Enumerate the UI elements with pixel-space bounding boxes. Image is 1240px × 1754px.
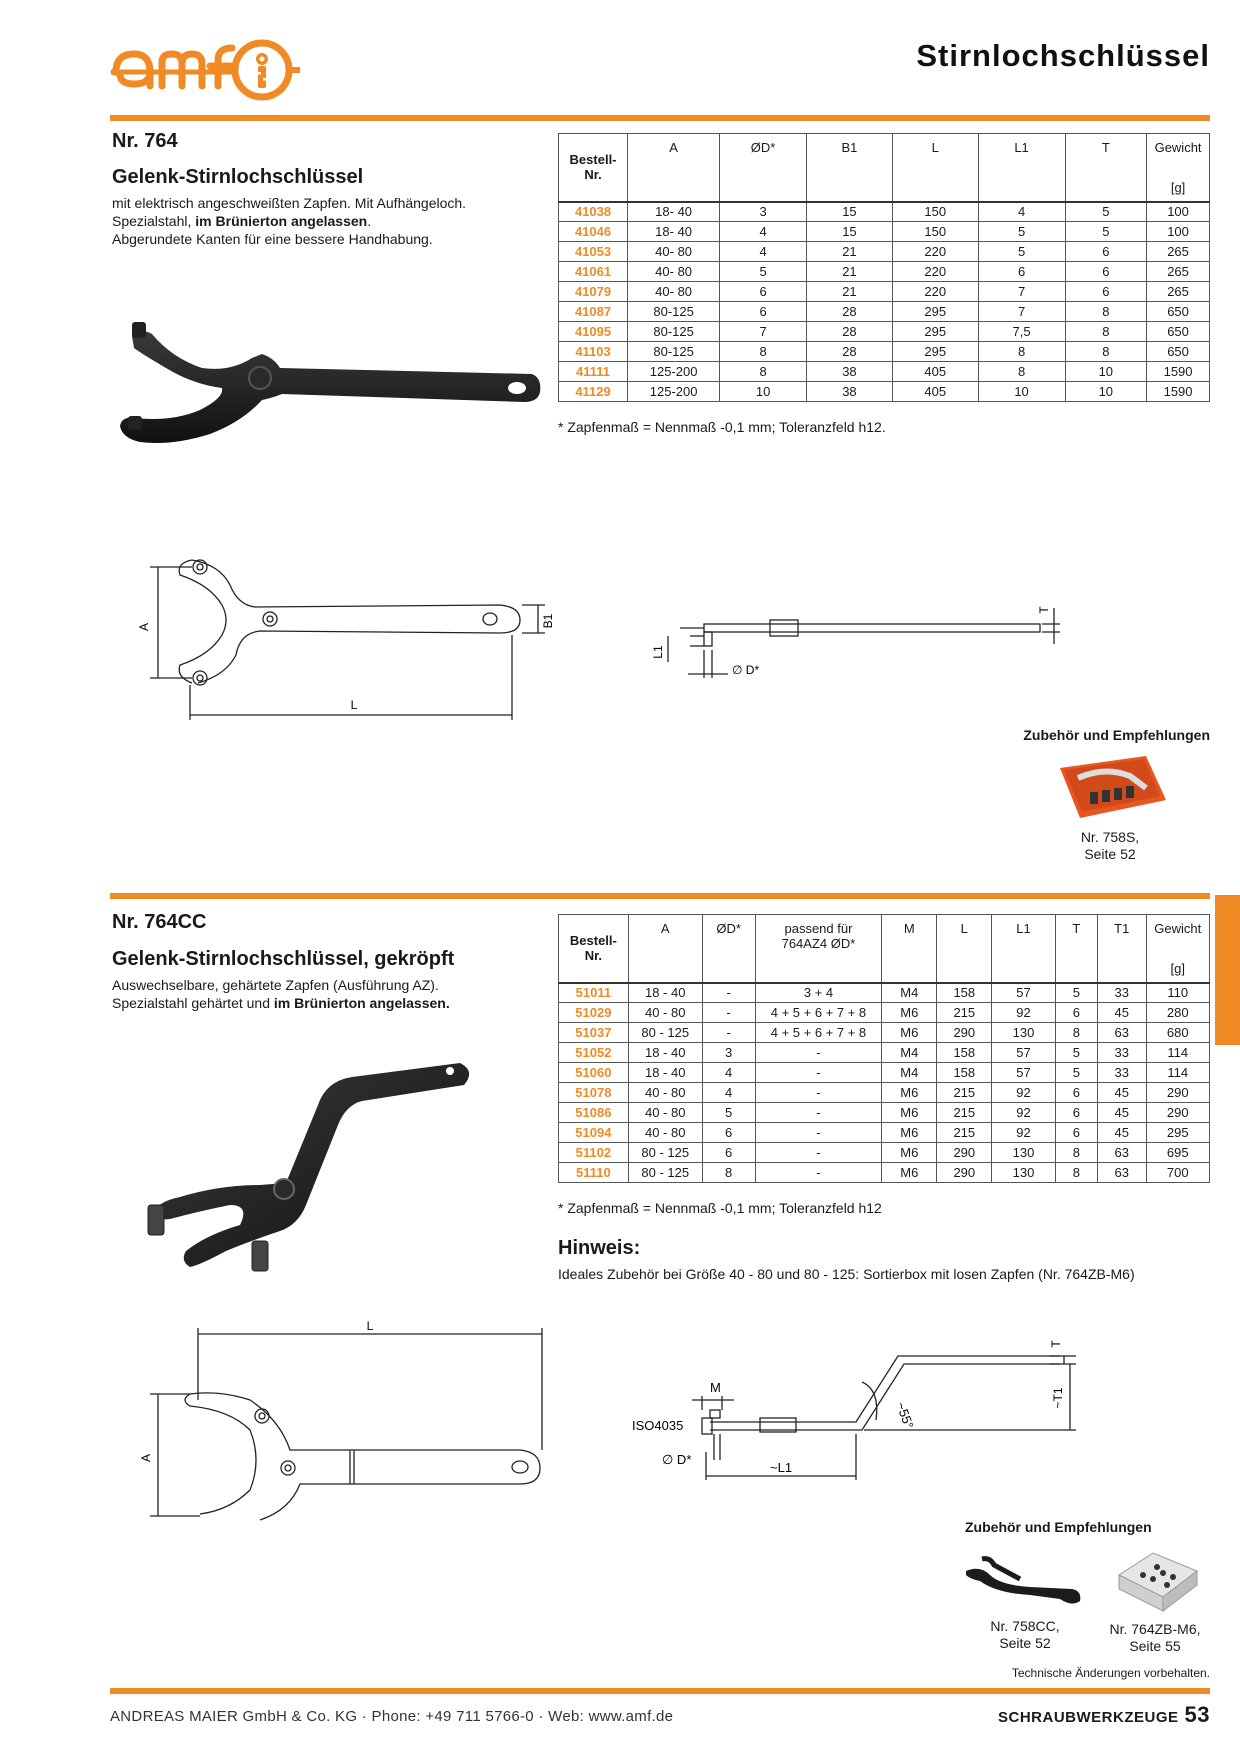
table-row (559, 342, 1210, 362)
table-cell: 7 (978, 302, 1065, 322)
table-row (559, 202, 1210, 222)
product2-accessory2-image (1113, 1545, 1203, 1615)
table-cell: 680 (1146, 1023, 1209, 1043)
table-cell: 100 (1147, 222, 1210, 242)
table-cell: 220 (892, 242, 978, 262)
table-cell: 158 (937, 1043, 992, 1063)
product2-accessory2-caption: Nr. 764ZB-M6, Seite 55 (1109, 1621, 1201, 1654)
table-cell: - (702, 1023, 755, 1043)
product1-description: mit elektrisch angeschweißten Zapfen. Mit Aufhängeloch. Spezialstahl, im Brünierton angelassen. Abgerundete Kanten für eine bessere Handhabung. (112, 195, 467, 247)
table-cell: 28 (807, 322, 893, 342)
table-cell: M6 (882, 1103, 937, 1123)
table-cell: 8 (720, 342, 807, 362)
table-cell: 295 (1146, 1123, 1209, 1143)
article-number: 41079 (559, 282, 628, 302)
table-cell: 158 (937, 1063, 992, 1083)
table-cell: - (702, 1003, 755, 1023)
product1-accessories-title: Zubehör und Empfehlungen (1023, 727, 1210, 743)
table-row (559, 1043, 1210, 1063)
table-cell: 4 (720, 222, 807, 242)
article-number: 41103 (559, 342, 628, 362)
table-cell: 21 (807, 242, 893, 262)
dim2-t: T (1049, 1340, 1063, 1348)
table-row (559, 1163, 1210, 1183)
table-cell: 92 (992, 1123, 1055, 1143)
table-row (559, 1063, 1210, 1083)
table-cell: 92 (992, 1003, 1055, 1023)
side-tab (1215, 895, 1240, 1045)
table-cell: 220 (892, 282, 978, 302)
table-cell: - (755, 1063, 882, 1083)
table-cell: 6 (720, 282, 807, 302)
product1-header-row (559, 134, 1210, 202)
table-cell: 10 (720, 382, 807, 402)
table-cell: 57 (992, 1043, 1055, 1063)
table-cell: 45 (1097, 1103, 1146, 1123)
table-cell: 40 - 80 (628, 1083, 702, 1103)
product2-accessory1-caption: Nr. 758CC, Seite 52 (990, 1618, 1060, 1651)
dim2-d: ∅ D* (662, 1452, 692, 1467)
table-cell: 40 - 80 (628, 1103, 702, 1123)
table-cell: 5 (702, 1103, 755, 1123)
product2-table (558, 914, 1210, 1183)
table-cell: 40 - 80 (628, 1003, 702, 1023)
section-rule (110, 893, 1210, 899)
table-cell: 18 - 40 (628, 983, 702, 1003)
article-number: 41046 (559, 222, 628, 242)
hint-text: Ideales Zubehör bei Größe 40 - 80 und 80 - 125: Sortierbox mit losen Zapfen (Nr. 764ZB-M6) (558, 1266, 1135, 1282)
table-cell: 650 (1147, 302, 1210, 322)
table-cell: 18- 40 (628, 202, 720, 222)
table-row (559, 1103, 1210, 1123)
table-cell: 63 (1097, 1163, 1146, 1183)
table-cell: 5 (1055, 1063, 1097, 1083)
table-cell: 7 (720, 322, 807, 342)
table-cell: 38 (807, 382, 893, 402)
table-cell: 265 (1147, 262, 1210, 282)
article-number: 41087 (559, 302, 628, 322)
table-cell: M6 (882, 1003, 937, 1023)
table-cell: 8 (1055, 1143, 1097, 1163)
table-cell: - (702, 983, 755, 1003)
article-number: 51037 (559, 1023, 629, 1043)
table-cell: 4 (720, 242, 807, 262)
table-cell: 63 (1097, 1023, 1146, 1043)
product1-name: Gelenk-Stirnlochschlüssel (112, 166, 364, 188)
table-cell: 18- 40 (628, 222, 720, 242)
table-cell: 125-200 (628, 382, 720, 402)
product1-accessory-image (1050, 748, 1170, 823)
table-cell: 265 (1147, 282, 1210, 302)
table-cell: 3 + 4 (755, 983, 882, 1003)
product1-number: Nr. 764 (112, 130, 178, 152)
amf-logo (110, 38, 300, 102)
article-number: 41053 (559, 242, 628, 262)
table-cell: 28 (807, 302, 893, 322)
page-title: Stirnlochschlüssel (916, 38, 1210, 73)
product2-header-row (559, 915, 1210, 983)
table-cell: 6 (1065, 282, 1147, 302)
dim2-l1: ~L1 (770, 1460, 793, 1475)
table-cell: 150 (892, 202, 978, 222)
table-cell: 700 (1146, 1163, 1209, 1183)
p1-col-header: A (628, 134, 720, 202)
table-row (559, 222, 1210, 242)
table-cell: 15 (807, 222, 893, 242)
article-number: 51052 (559, 1043, 629, 1063)
table-cell: - (755, 1123, 882, 1143)
table-cell: 290 (937, 1023, 992, 1043)
product2-name: Gelenk-Stirnlochschlüssel, gekröpft (112, 948, 455, 970)
table-cell: 215 (937, 1123, 992, 1143)
p2-col-header: A (628, 915, 702, 983)
article-number: 41111 (559, 362, 628, 382)
table-cell: 5 (1055, 983, 1097, 1003)
dim2-angle: ~55° (893, 1399, 917, 1431)
table-cell: 10 (978, 382, 1065, 402)
table-cell: 80 - 125 (628, 1023, 702, 1043)
product2-accessory1-image (960, 1555, 1085, 1610)
table-cell: 650 (1147, 322, 1210, 342)
table-cell: 110 (1146, 983, 1209, 1003)
table-cell: 8 (1065, 322, 1147, 342)
table-cell: 10 (1065, 382, 1147, 402)
product2-drawing-front (140, 1320, 560, 1520)
table-cell: 8 (978, 342, 1065, 362)
table-cell: M6 (882, 1123, 937, 1143)
table-cell: 215 (937, 1003, 992, 1023)
article-number: 51078 (559, 1083, 629, 1103)
article-number: 51086 (559, 1103, 629, 1123)
table-cell: 3 (720, 202, 807, 222)
table-cell: 33 (1097, 983, 1146, 1003)
table-cell: 5 (1055, 1043, 1097, 1063)
table-cell: 18 - 40 (628, 1063, 702, 1083)
p2-col-header: L1 (992, 915, 1055, 983)
p2-col-header: Gewicht [g] (1146, 915, 1209, 983)
table-cell: 38 (807, 362, 893, 382)
table-cell: 21 (807, 282, 893, 302)
table-cell: 45 (1097, 1123, 1146, 1143)
product1-drawing-front (137, 545, 560, 735)
article-number: 51094 (559, 1123, 629, 1143)
table-row (559, 242, 1210, 262)
table-cell: - (755, 1163, 882, 1183)
footer-company: ANDREAS MAIER GmbH & Co. KG · Phone: +49 711 5766-0 · Web: www.amf.de (110, 1708, 674, 1725)
product1-accessory-caption: Nr. 758S, Seite 52 (1080, 829, 1140, 862)
footer-section-label: SCHRAUBWERKZEUGE (998, 1709, 1179, 1726)
table-cell: 15 (807, 202, 893, 222)
dim2-l: L (366, 1319, 374, 1333)
table-cell: 57 (992, 983, 1055, 1003)
table-cell: 1590 (1147, 362, 1210, 382)
p2-col-header: ØD* (702, 915, 755, 983)
table-cell: 114 (1146, 1043, 1209, 1063)
table-cell: 7,5 (978, 322, 1065, 342)
table-cell: M4 (882, 1043, 937, 1063)
table-cell: 6 (1055, 1123, 1097, 1143)
dim-d: ∅ D* (732, 663, 760, 677)
table-cell: 290 (1146, 1103, 1209, 1123)
table-cell: 80-125 (628, 342, 720, 362)
table-cell: M6 (882, 1163, 937, 1183)
table-cell: 4 + 5 + 6 + 7 + 8 (755, 1003, 882, 1023)
table-cell: 150 (892, 222, 978, 242)
article-number: 41061 (559, 262, 628, 282)
table-cell: 1590 (1147, 382, 1210, 402)
table-cell: - (755, 1143, 882, 1163)
p1-col-header: B1 (807, 134, 893, 202)
table-cell: 4 + 5 + 6 + 7 + 8 (755, 1023, 882, 1043)
table-cell: 40- 80 (628, 242, 720, 262)
product1-table (558, 133, 1210, 402)
table-cell: 6 (978, 262, 1065, 282)
table-cell: 405 (892, 362, 978, 382)
table-cell: 215 (937, 1083, 992, 1103)
table-cell: 80-125 (628, 322, 720, 342)
table-row (559, 1003, 1210, 1023)
table-cell: 6 (1065, 262, 1147, 282)
p2-unit: [g] (1170, 960, 1185, 976)
table-cell: 295 (892, 342, 978, 362)
footer-section (998, 1702, 1210, 1728)
p1-col-header: L1 (978, 134, 1065, 202)
p2-col-header: Bestell- Nr. (559, 915, 629, 983)
table-row (559, 382, 1210, 402)
table-row (559, 1123, 1210, 1143)
table-cell: 21 (807, 262, 893, 282)
table-cell: 650 (1147, 342, 1210, 362)
product2-footnote: * Zapfenmaß = Nennmaß -0,1 mm; Toleranzfeld h12 (558, 1200, 882, 1216)
dim2-m: M (710, 1380, 721, 1395)
table-cell: 3 (702, 1043, 755, 1063)
table-cell: 6 (1055, 1083, 1097, 1103)
table-cell: 6 (720, 302, 807, 322)
p1-col-header: L (892, 134, 978, 202)
dim-l: L (350, 698, 358, 712)
table-cell: 6 (1055, 1103, 1097, 1123)
hint-title: Hinweis: (558, 1237, 641, 1259)
table-cell: 158 (937, 983, 992, 1003)
table-cell: M6 (882, 1023, 937, 1043)
table-cell: 18 - 40 (628, 1043, 702, 1063)
table-cell: 220 (892, 262, 978, 282)
article-number: 51102 (559, 1143, 629, 1163)
product2-number: Nr. 764CC (112, 911, 207, 933)
table-cell: M4 (882, 1063, 937, 1083)
table-cell: 280 (1146, 1003, 1209, 1023)
dim-a: A (137, 622, 151, 632)
table-cell: 33 (1097, 1063, 1146, 1083)
table-cell: 45 (1097, 1003, 1146, 1023)
p1-col-header: T (1065, 134, 1147, 202)
table-row (559, 362, 1210, 382)
article-number: 41095 (559, 322, 628, 342)
table-cell: 100 (1147, 202, 1210, 222)
table-row (559, 1083, 1210, 1103)
table-cell: 5 (978, 242, 1065, 262)
table-cell: 4 (978, 202, 1065, 222)
table-cell: 215 (937, 1103, 992, 1123)
table-cell: 295 (892, 322, 978, 342)
article-number: 51029 (559, 1003, 629, 1023)
p1-col-header: ØD* (720, 134, 807, 202)
table-cell: - (755, 1083, 882, 1103)
table-cell: 7 (978, 282, 1065, 302)
table-cell: 40- 80 (628, 262, 720, 282)
table-cell: 290 (1146, 1083, 1209, 1103)
table-cell: 5 (1065, 222, 1147, 242)
table-cell: 8 (1055, 1023, 1097, 1043)
table-row (559, 282, 1210, 302)
p2-col-header: passend für 764AZ4 ØD* (755, 915, 882, 983)
table-cell: 63 (1097, 1143, 1146, 1163)
table-row (559, 302, 1210, 322)
table-row (559, 983, 1210, 1003)
table-cell: 92 (992, 1103, 1055, 1123)
table-cell: 5 (1065, 202, 1147, 222)
table-cell: M6 (882, 1143, 937, 1163)
table-cell: 130 (992, 1163, 1055, 1183)
article-number: 51011 (559, 983, 629, 1003)
table-cell: 5 (978, 222, 1065, 242)
table-cell: 92 (992, 1083, 1055, 1103)
table-cell: 8 (978, 362, 1065, 382)
table-row (559, 1023, 1210, 1043)
dim2-t1: ~T1 (1051, 1387, 1065, 1409)
article-number: 41129 (559, 382, 628, 402)
table-cell: 8 (702, 1163, 755, 1183)
product2-photo (130, 1055, 480, 1295)
table-cell: 33 (1097, 1043, 1146, 1063)
table-cell: 10 (1065, 362, 1147, 382)
p2-col-header: L (937, 915, 992, 983)
table-cell: 57 (992, 1063, 1055, 1083)
table-cell: 8 (1055, 1163, 1097, 1183)
product2-drawing-side (630, 1330, 1080, 1490)
dim2-iso: ISO4035 (632, 1418, 684, 1433)
table-cell: 405 (892, 382, 978, 402)
header-rule (110, 115, 1210, 121)
table-cell: 40- 80 (628, 282, 720, 302)
article-number: 41038 (559, 202, 628, 222)
table-cell: 80 - 125 (628, 1163, 702, 1183)
product2-accessories-title: Zubehör und Empfehlungen (965, 1519, 1152, 1535)
table-cell: 8 (1065, 342, 1147, 362)
table-cell: - (755, 1103, 882, 1123)
product1-photo (112, 318, 542, 468)
dim2-a: A (139, 1453, 153, 1463)
product1-footnote: * Zapfenmaß = Nennmaß -0,1 mm; Toleranzfeld h12. (558, 419, 886, 435)
table-cell: M6 (882, 1083, 937, 1103)
notice: Technische Änderungen vorbehalten. (1011, 1666, 1210, 1680)
table-cell: 5 (720, 262, 807, 282)
table-cell: 6 (702, 1143, 755, 1163)
table-cell: 130 (992, 1143, 1055, 1163)
table-cell: 4 (702, 1063, 755, 1083)
product1-drawing-side (650, 600, 1070, 690)
table-cell: 4 (702, 1083, 755, 1103)
p1-col-header: Bestell- Nr. (559, 134, 628, 202)
table-cell: 130 (992, 1023, 1055, 1043)
table-cell: 265 (1147, 242, 1210, 262)
table-cell: 125-200 (628, 362, 720, 382)
table-cell: 114 (1146, 1063, 1209, 1083)
table-cell: 28 (807, 342, 893, 362)
product2-description: Auswechselbare, gehärtete Zapfen (Ausführung AZ). Spezialstahl gehärtet und im Brünierton angelassen. (112, 977, 450, 1011)
table-cell: 80-125 (628, 302, 720, 322)
p1-col-header: Gewicht [g] (1147, 134, 1210, 202)
dim-t: T (1037, 606, 1051, 614)
table-cell: - (755, 1043, 882, 1063)
table-cell: 8 (720, 362, 807, 382)
table-cell: 6 (1065, 242, 1147, 262)
table-cell: M4 (882, 983, 937, 1003)
table-row (559, 262, 1210, 282)
table-cell: 80 - 125 (628, 1143, 702, 1163)
table-cell: 6 (702, 1123, 755, 1143)
table-cell: 40 - 80 (628, 1123, 702, 1143)
table-cell: 6 (1055, 1003, 1097, 1023)
table-cell: 290 (937, 1163, 992, 1183)
table-cell: 45 (1097, 1083, 1146, 1103)
dim-l1: L1 (651, 645, 665, 659)
p1-unit: [g] (1170, 179, 1186, 195)
article-number: 51060 (559, 1063, 629, 1083)
dim-b1: B1 (541, 613, 555, 629)
page-number: 53 (1184, 1702, 1210, 1727)
table-cell: 695 (1146, 1143, 1209, 1163)
table-row (559, 322, 1210, 342)
p2-col-header: T1 (1097, 915, 1146, 983)
table-cell: 295 (892, 302, 978, 322)
table-cell: 290 (937, 1143, 992, 1163)
p2-col-header: T (1055, 915, 1097, 983)
article-number: 51110 (559, 1163, 629, 1183)
table-row (559, 1143, 1210, 1163)
p2-col-header: M (882, 915, 937, 983)
table-cell: 8 (1065, 302, 1147, 322)
footer-rule (110, 1688, 1210, 1694)
